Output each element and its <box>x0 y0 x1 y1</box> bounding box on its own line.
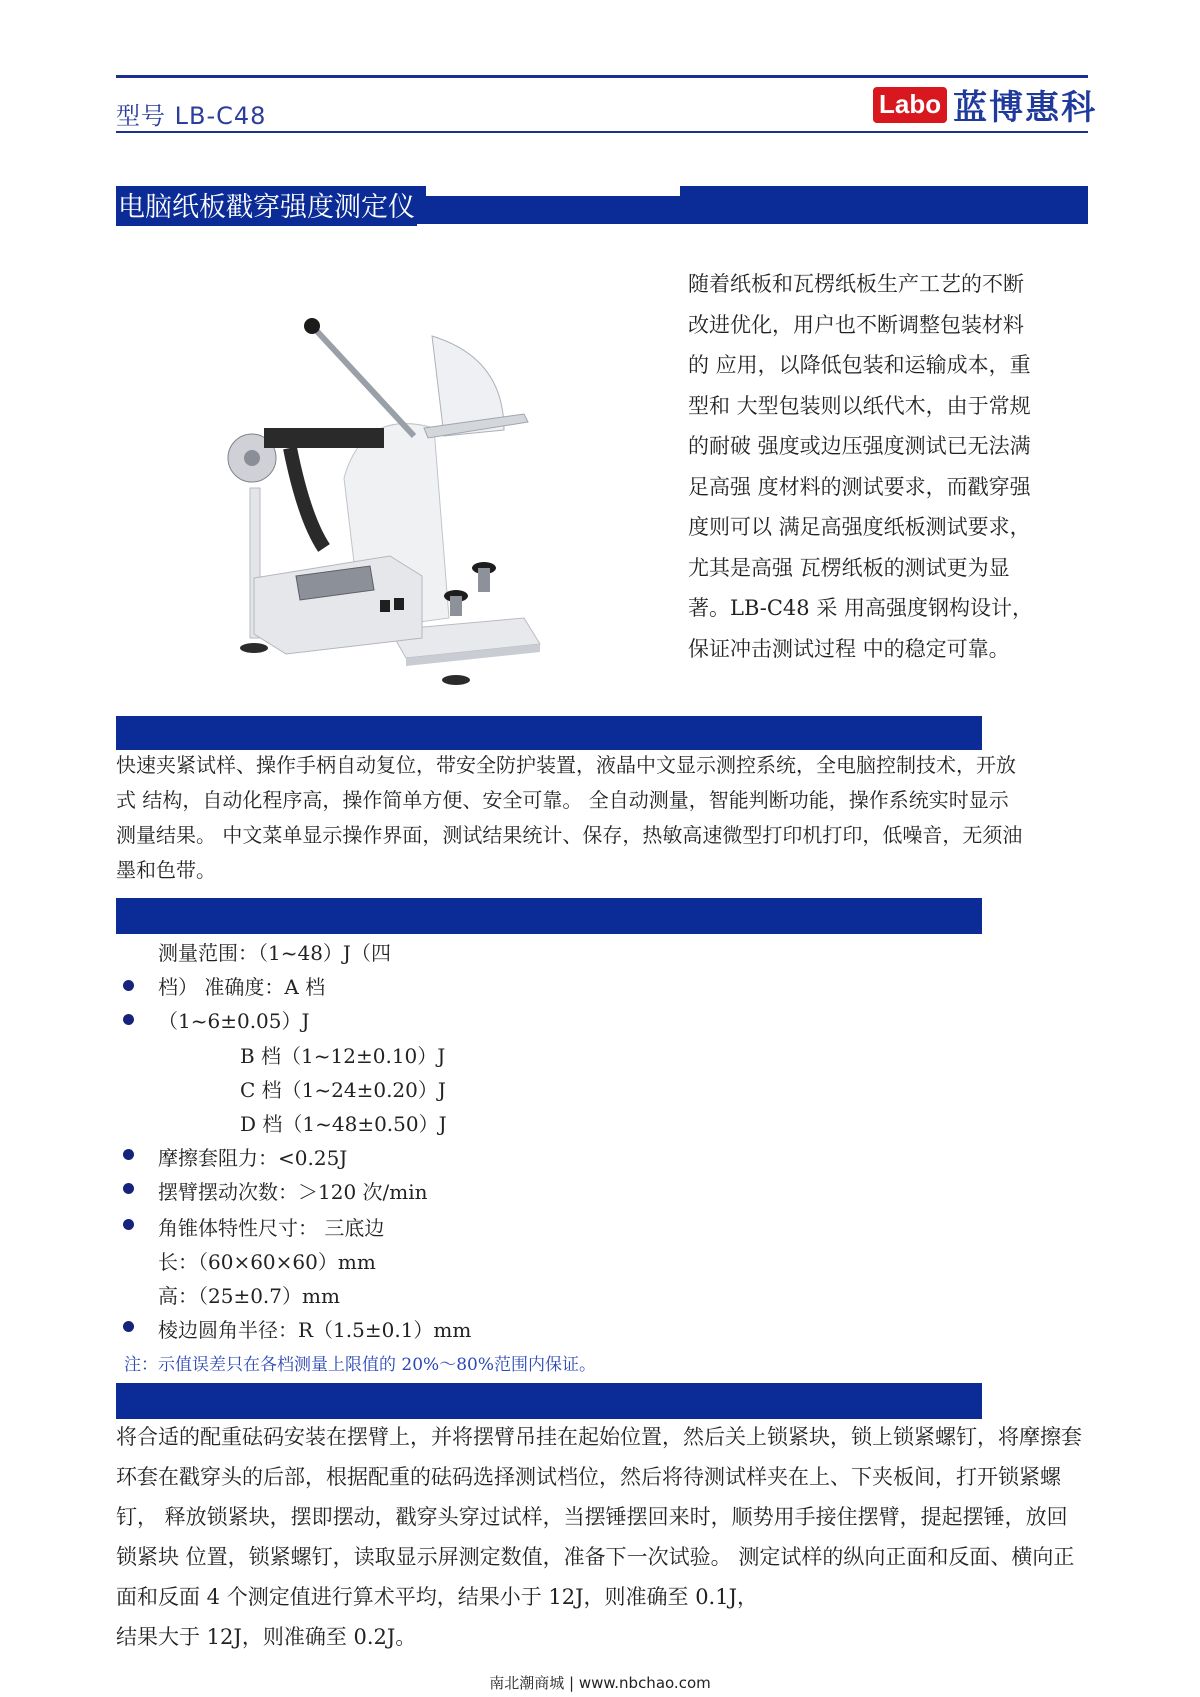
model-label: 型号 LB-C48 <box>116 102 267 130</box>
title-bar-notch <box>426 186 680 196</box>
features-line: 式 结构，自动化程序高，操作简单方便、安全可靠。 全自动测量，智能判断功能，操作系统实时显示 <box>116 788 1009 812</box>
spec-line: 摩擦套阻力：<0.25J <box>158 1146 348 1170</box>
bullet-icon <box>123 1183 134 1194</box>
procedure-line: 锁紧块 位置，锁紧螺钉，读取显示屏测定数值，准备下一次试验。 测定试样的纵向正面和反面、横向正 <box>116 1545 1075 1569</box>
intro-line: 保证冲击测试过程 中的稳定可靠。 <box>688 636 1010 661</box>
procedure-section-band <box>116 1383 982 1419</box>
intro-line: 的耐破 强度或边压强度测试已无法满 <box>688 434 1031 458</box>
product-photo <box>194 318 600 700</box>
intro-line: 著。LB-C48 采 用高强度钢构设计， <box>688 596 1034 620</box>
logo-text: 蓝博惠科 <box>953 88 1098 128</box>
procedure-line: 将合适的配重砝码安装在摆臂上，并将摆臂吊挂在起始位置，然后关上锁紧块，锁上锁紧螺钉，将摩擦套 <box>116 1425 1082 1449</box>
spec-line: 棱边圆角半径：R（1.5±0.1）mm <box>158 1318 472 1342</box>
spec-line: 摆臂摆动次数：＞120 次/min <box>158 1180 428 1204</box>
procedure-line: 钉， 释放锁紧块，摆即摆动，戳穿头穿过试样，当摆锤摆回来时，顺势用手接住摆臂，提起摆锤，放回 <box>116 1505 1068 1529</box>
features-line: 快速夹紧试样、操作手柄自动复位，带安全防护装置，液晶中文显示测控系统，全电脑控制技术，开放 <box>116 753 1016 777</box>
bullet-icon <box>123 1219 134 1230</box>
spec-line: 长：（60×60×60）mm <box>158 1250 376 1274</box>
procedure-line: 环套在戳穿头的后部，根据配重的砝码选择测试档位，然后将待测试样夹在上、下夹板间，打开锁紧螺 <box>116 1465 1061 1489</box>
spec-line: B 档（1~12±0.10）J <box>240 1044 446 1068</box>
intro-line: 随着纸板和瓦楞纸板生产工艺的不断 <box>688 272 1024 296</box>
product-intro <box>688 264 1088 669</box>
header-bottom-rule <box>116 131 1088 133</box>
spec-line: D 档（1~48±0.50）J <box>240 1112 447 1136</box>
intro-line: 尤其是高强 瓦楞纸板的测试更为显 <box>688 555 1010 580</box>
spec-line: 档） 准确度：A 档 <box>158 975 326 999</box>
bullet-icon <box>123 980 134 991</box>
page-footer: 南北潮商城 | www.nbchao.com <box>489 1674 711 1692</box>
intro-line: 型和 大型包装则以纸代木，由于常规 <box>688 393 1031 418</box>
header-top-rule <box>116 75 1088 78</box>
features-line: 测量结果。 中文菜单显示操作界面，测试结果统计、保存，热敏高速微型打印机打印，低噪音，无须油 <box>116 823 1023 847</box>
procedure-line: 面和反面 4 个测定值进行算术平均，结果小于 12J，则准确至 0.1J， <box>116 1585 759 1609</box>
intro-line: 的 应用，以降低包装和运输成本，重 <box>688 353 1031 377</box>
features-line: 墨和色带。 <box>116 858 216 882</box>
brand-logo <box>873 80 1097 129</box>
specs-section-band <box>116 898 982 934</box>
spec-line: 测量范围：（1~48）J（四 <box>158 941 391 965</box>
product-title: 电脑纸板戳穿强度测定仪 <box>116 190 417 226</box>
bullet-icon <box>123 1321 134 1332</box>
intro-line: 度则可以 满足高强度纸板测试要求， <box>688 515 1031 539</box>
procedure-text <box>116 1417 1088 1657</box>
spec-line: （1~6±0.05）J <box>158 1009 310 1033</box>
spec-line: C 档（1~24±0.20）J <box>240 1078 446 1102</box>
bullet-icon <box>123 1014 134 1025</box>
spec-line: 角锥体特性尺寸： 三底边 <box>158 1216 385 1240</box>
bullet-icon <box>123 1149 134 1160</box>
features-section-band <box>116 716 982 750</box>
intro-line: 足高强 度材料的测试要求，而戳穿强 <box>688 474 1031 499</box>
intro-line: 改进优化，用户也不断调整包装材料 <box>688 312 1024 337</box>
features-text <box>116 748 1088 888</box>
spec-line: 高：（25±0.7）mm <box>158 1284 340 1308</box>
procedure-line: 结果大于 12J，则准确至 0.2J。 <box>116 1625 417 1649</box>
logo-badge: Labo <box>873 87 947 123</box>
spec-note: 注：示值误差只在各档测量上限值的 20%～80%范围内保证。 <box>124 1355 596 1375</box>
